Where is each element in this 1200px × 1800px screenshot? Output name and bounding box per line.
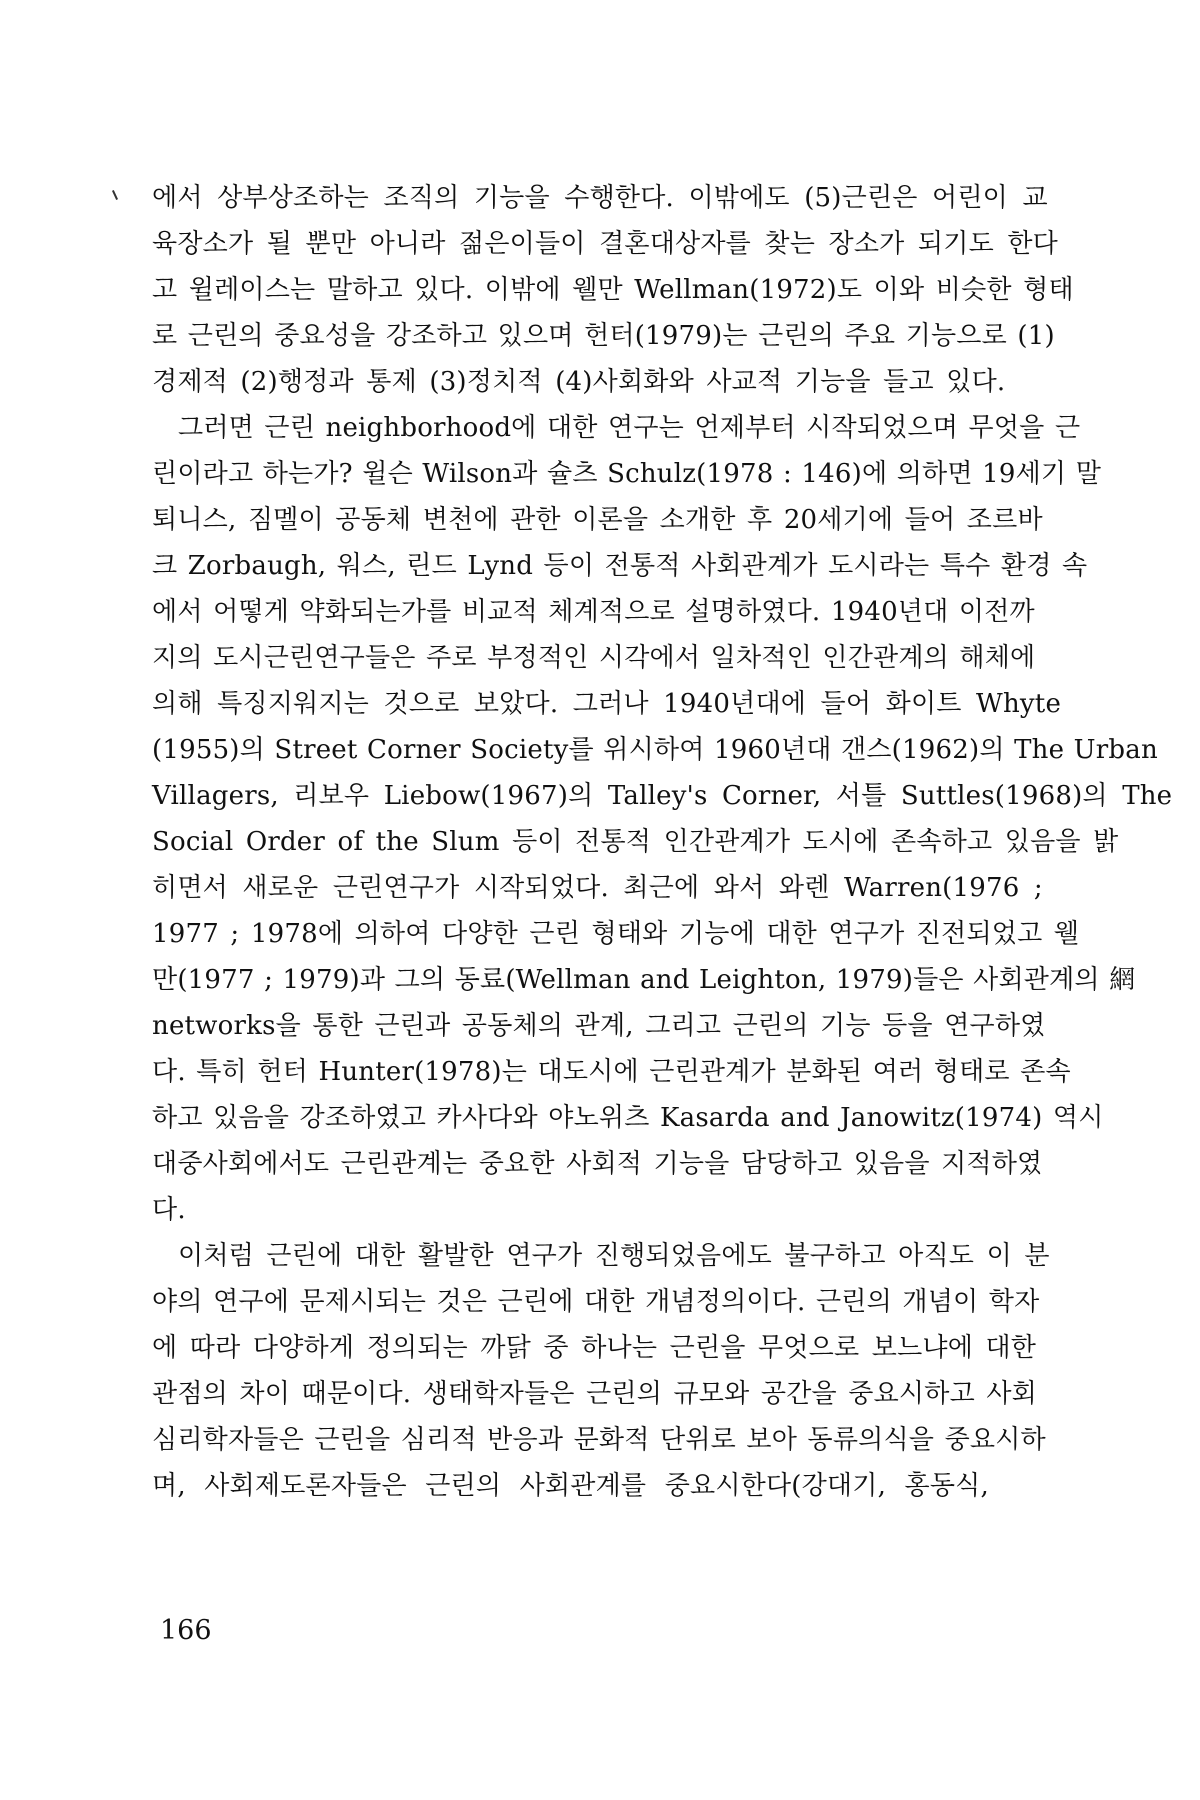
paragraph-3 — [152, 1233, 1050, 1509]
text-line: 야의 연구에 문제시되는 것은 근린에 대한 개념정의이다. 근린의 개념이 학자 — [152, 1287, 1040, 1317]
text-line: 린이라고 하는가? 윌슨 Wilson과 슐츠 Schulz(1978 : 146)에 의하면 19세기 말 — [152, 459, 1102, 489]
text-line: (1955)의 Street Corner Society를 위시하여 1960년대 갠스(1962)의 The Urban — [152, 735, 1158, 765]
text-line: 육장소가 될 뿐만 아니라 젊은이들이 결혼대상자를 찾는 장소가 되기도 한다 — [152, 229, 1058, 259]
text-line: Villagers, 리보우 Liebow(1967)의 Talley's Corner, 서틀 Suttles(1968)의 The — [152, 781, 1173, 811]
text-line: 고 윌레이스는 말하고 있다. 이밖에 웰만 Wellman(1972)도 이와 비슷한 형태 — [152, 275, 1074, 305]
text-line: 히면서 새로운 근린연구가 시작되었다. 최근에 와서 와렌 Warren(1976 ; — [152, 873, 1043, 903]
text-line: 하고 있음을 강조하였고 카사다와 야노위츠 Kasarda and Janowitz(1974) 역시 — [152, 1103, 1104, 1133]
text-line: 에 따라 다양하게 정의되는 까닭 중 하나는 근린을 무엇으로 보느냐에 대한 — [152, 1333, 1037, 1363]
text-line: 경제적 (2)행정과 통제 (3)정치적 (4)사회화와 사교적 기능을 들고 있다. — [152, 367, 1006, 397]
text-line: 대중사회에서도 근린관계는 중요한 사회적 기능을 담당하고 있음을 지적하였 — [152, 1149, 1043, 1179]
text-line: 에서 상부상조하는 조직의 기능을 수행한다. 이밖에도 (5)근린은 어린이 교 — [152, 183, 1048, 213]
text-line: 1977 ; 1978에 의하여 다양한 근린 형태와 기능에 대한 연구가 진전되었고 웰 — [152, 919, 1080, 949]
text-line: 로 근린의 중요성을 강조하고 있으며 헌터(1979)는 근린의 주요 기능으로 (1) — [152, 321, 1055, 351]
paragraph-2 — [152, 405, 1173, 1233]
text-line: 크 Zorbaugh, 워스, 린드 Lynd 등이 전통적 사회관계가 도시라는 특수 환경 속 — [152, 551, 1088, 581]
margin-mark — [112, 190, 118, 200]
text-line: 지의 도시근린연구들은 주로 부정적인 시각에서 일차적인 인간관계의 해체에 — [152, 643, 1036, 673]
text-line: 만(1977 ; 1979)과 그의 동료(Wellman and Leighton, 1979)들은 사회관계의 網 — [152, 965, 1136, 995]
text-line: 그러면 근린 neighborhood에 대한 연구는 언제부터 시작되었으며 무엇을 근 — [178, 413, 1081, 443]
text-line: 다. — [152, 1195, 186, 1225]
text-line: 며, 사회제도론자들은 근린의 사회관계를 중요시한다(강대기, 홍동식, — [152, 1471, 989, 1501]
text-line: networks을 통한 근린과 공동체의 관계, 그리고 근린의 기능 등을 연구하였 — [152, 1011, 1046, 1041]
text-line: Social Order of the Slum 등이 전통적 인간관계가 도시에 존속하고 있음을 밝 — [152, 827, 1119, 857]
text-line: 심리학자들은 근린을 심리적 반응과 문화적 단위로 보아 동류의식을 중요시하 — [152, 1425, 1046, 1455]
text-line: 이처럼 근린에 대한 활발한 연구가 진행되었음에도 불구하고 아직도 이 분 — [178, 1241, 1050, 1271]
text-line: 에서 어떻게 약화되는가를 비교적 체계적으로 설명하였다. 1940년대 이전까 — [152, 597, 1035, 627]
paragraph-1 — [152, 175, 1074, 405]
text-line: 퇴니스, 짐멜이 공동체 변천에 관한 이론을 소개한 후 20세기에 들어 조르바 — [152, 505, 1043, 535]
body-text — [152, 175, 1173, 1509]
text-line: 의해 특징지워지는 것으로 보았다. 그러나 1940년대에 들어 화이트 Whyte — [152, 689, 1062, 719]
text-line: 관점의 차이 때문이다. 생태학자들은 근린의 규모와 공간을 중요시하고 사회 — [152, 1379, 1037, 1409]
page-number: 166 — [160, 1615, 212, 1646]
text-line: 다. 특히 헌터 Hunter(1978)는 대도시에 근린관계가 분화된 여러 형태로 존속 — [152, 1057, 1071, 1087]
